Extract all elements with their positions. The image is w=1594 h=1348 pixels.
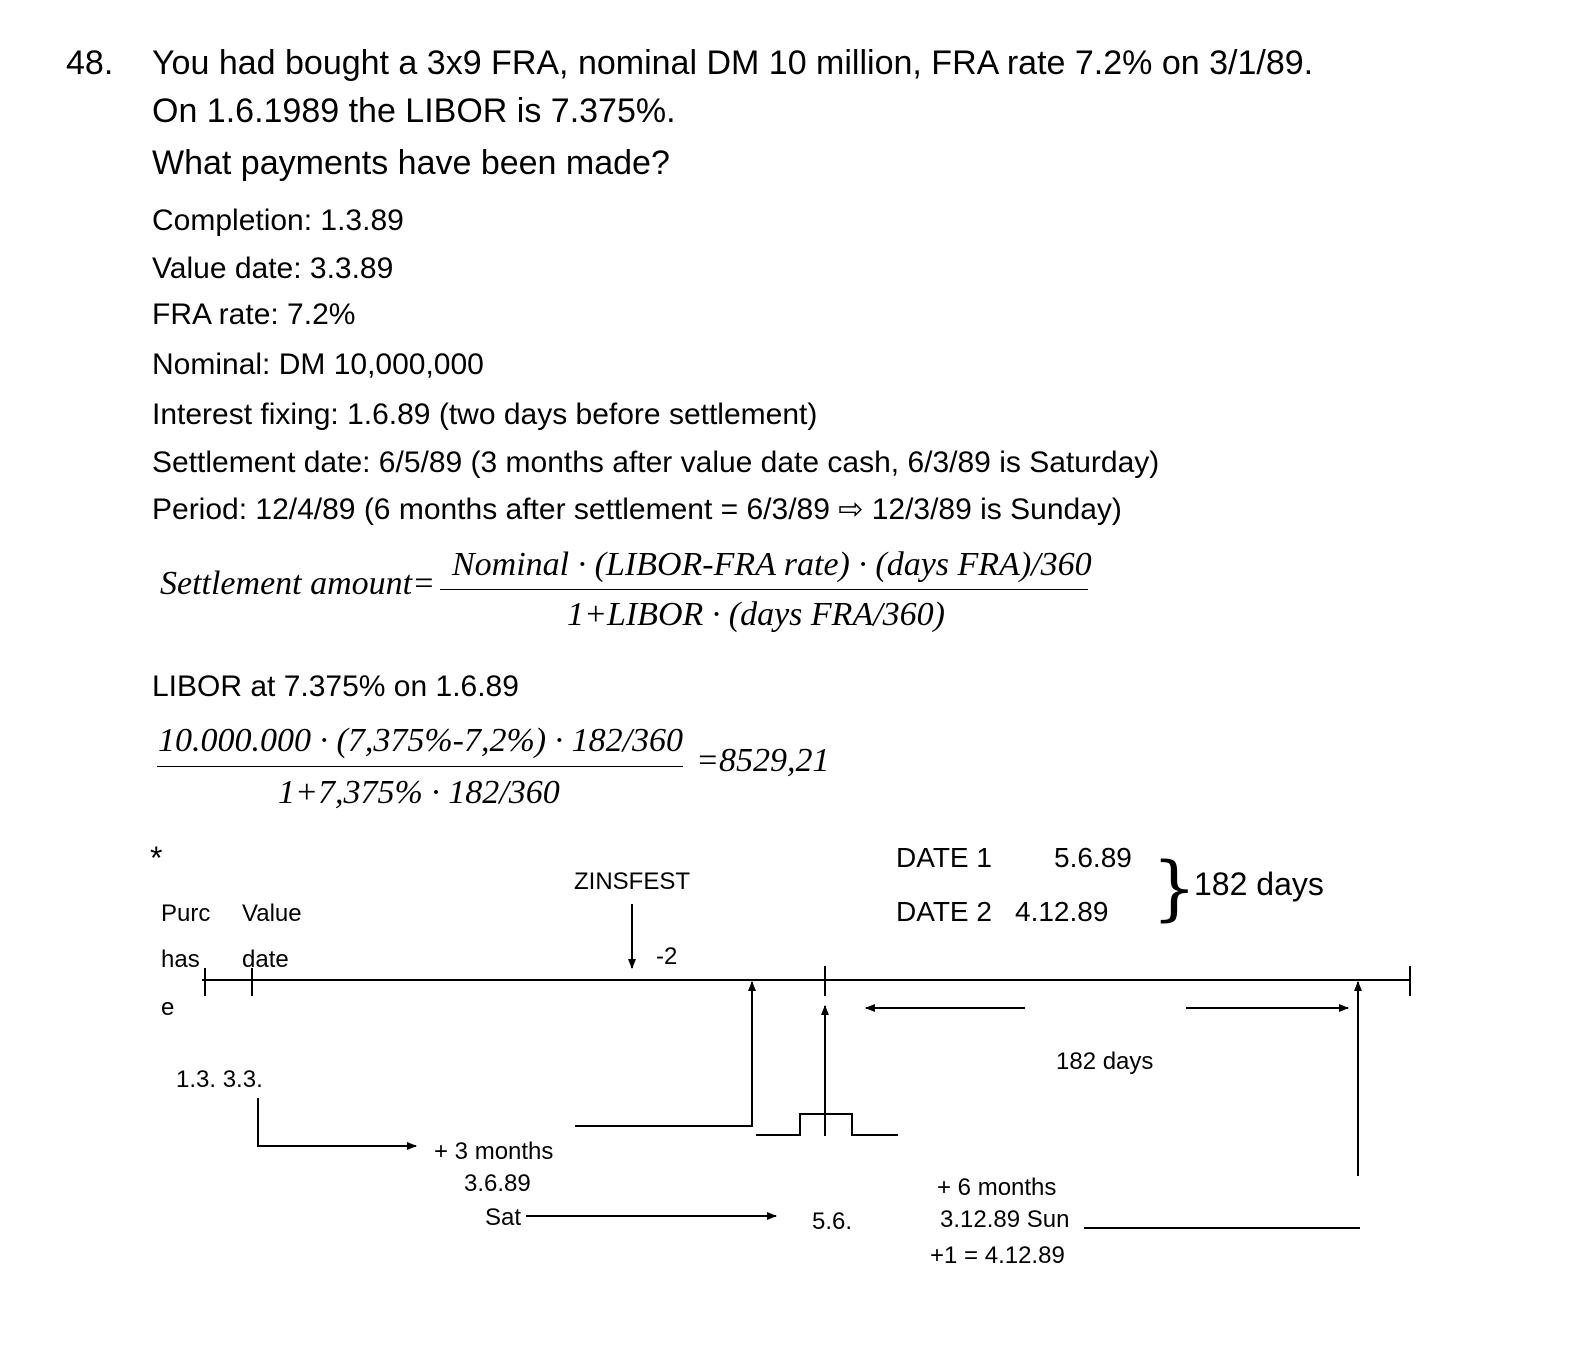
- date2-value: 4.12.89: [1015, 896, 1109, 927]
- date2-label: DATE 2: [896, 896, 992, 927]
- date1-value: 5.6.89: [1054, 842, 1132, 873]
- libor-line: LIBOR at 7.375% on 1.6.89: [152, 670, 519, 703]
- question-number: 48.: [66, 44, 114, 82]
- plus-six-months: + 6 months: [937, 1174, 1057, 1201]
- date-3-12-89: 3.12.89 Sun: [940, 1206, 1070, 1233]
- question-line-2: On 1.6.1989 the LIBOR is 7.375%.: [152, 92, 676, 130]
- span-days: 182 days: [1056, 1048, 1154, 1075]
- value-date-label-1: Value: [242, 900, 302, 927]
- diagram-asterisk: *: [150, 840, 163, 876]
- purchase-label-2: has: [161, 946, 200, 973]
- formula-label: Settlement amount=: [160, 565, 436, 602]
- purchase-label-3: e: [161, 994, 175, 1021]
- question-line-3: What payments have been made?: [152, 144, 670, 182]
- fact-settlement-date: Settlement date: 6/5/89 (3 months after value date cash, 6/3/89 is Saturday): [152, 446, 1160, 479]
- formula-denominator: 1+LIBOR · (days FRA/360): [567, 596, 945, 633]
- plus-one: +1 = 4.12.89: [930, 1242, 1065, 1269]
- calc-numerator: 10.000.000 · (7,375%-7,2%) · 182/360: [158, 722, 684, 759]
- brace-days: 182 days: [1194, 866, 1324, 902]
- purchase-label-1: Purc: [161, 900, 211, 927]
- date1-label: DATE 1: [896, 842, 992, 873]
- date-3-6-89: 3.6.89: [464, 1170, 531, 1197]
- plus-three-months: + 3 months: [434, 1138, 554, 1165]
- start-dates: 1.3. 3.3.: [176, 1066, 263, 1093]
- minus-two-label: -2: [656, 943, 678, 970]
- value-date-label-2: date: [242, 946, 289, 973]
- five-six-label: 5.6.: [812, 1208, 853, 1235]
- fact-fra-rate: FRA rate: 7.2%: [152, 298, 356, 331]
- sat-label: Sat: [485, 1204, 522, 1231]
- brace-icon: }: [1152, 847, 1197, 929]
- fact-value-date: Value date: 3.3.89: [152, 252, 394, 285]
- formula-numerator: Nominal · (LIBOR-FRA rate) · (days FRA)/360: [452, 546, 1092, 583]
- fact-completion: Completion: 1.3.89: [152, 204, 404, 237]
- settlement-pulse: [756, 1114, 898, 1135]
- calc-denominator: 1+7,375% · 182/360: [278, 774, 560, 811]
- plus-three-months-path: [258, 1098, 416, 1146]
- fact-interest-fixing: Interest fixing: 1.6.89 (two days before settlement): [152, 398, 818, 431]
- calc-result: =8529,21: [696, 742, 830, 779]
- settlement-up-path: [575, 982, 752, 1126]
- zinsfest-label: ZINSFEST: [574, 868, 691, 895]
- fact-period: Period: 12/4/89 (6 months after settlement = 6/3/89 ⇨ 12/3/89 is Sunday): [152, 493, 1122, 526]
- question-line-1: You had bought a 3x9 FRA, nominal DM 10 million, FRA rate 7.2% on 3/1/89.: [152, 44, 1314, 82]
- fact-nominal: Nominal: DM 10,000,000: [152, 348, 484, 381]
